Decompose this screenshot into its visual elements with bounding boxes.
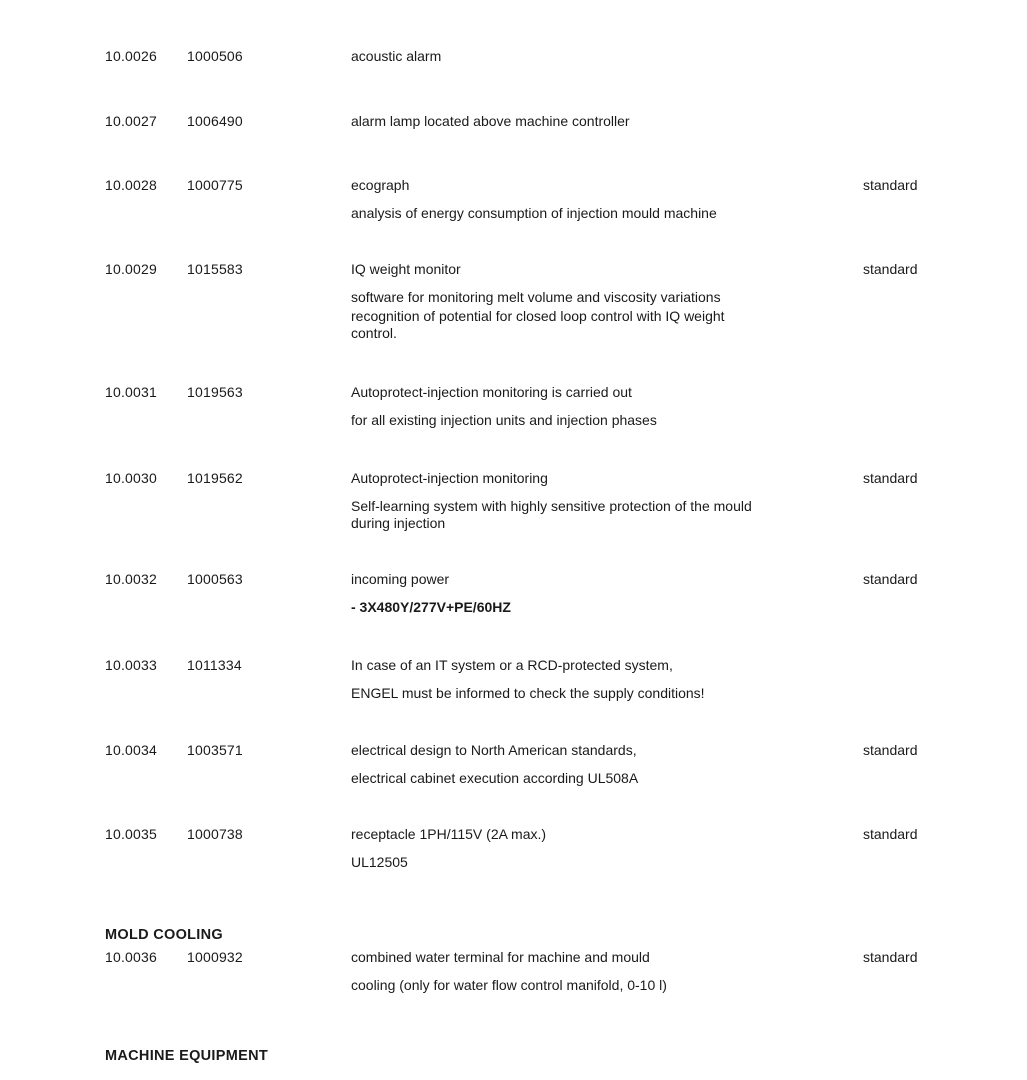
position-number: 10.0033 [105, 657, 158, 673]
description-title: acoustic alarm [351, 48, 442, 64]
description-title: Autoprotect-injection monitoring [351, 470, 548, 486]
description-detail: UL12505 [351, 854, 408, 870]
article-number: 1000738 [187, 826, 243, 842]
description-title: electrical design to North American standards, [351, 742, 637, 758]
item-description [351, 657, 771, 702]
position-number: 10.0030 [105, 470, 158, 486]
standard-label: standard [863, 571, 918, 587]
description-detail: for all existing injection units and injection phases [351, 412, 657, 428]
article-number: 1011334 [187, 657, 242, 673]
position-number: 10.0029 [105, 261, 158, 277]
position-number: 10.0034 [105, 742, 158, 758]
description-title: receptacle 1PH/115V (2A max.) [351, 826, 547, 842]
section-heading-machine-equipment: MACHINE EQUIPMENT [105, 1048, 268, 1064]
article-number: 1015583 [187, 261, 243, 277]
item-description [351, 571, 771, 616]
article-number: 1006490 [187, 113, 243, 129]
article-number: 1000563 [187, 571, 243, 587]
article-number: 1003571 [187, 742, 243, 758]
standard-label: standard [863, 742, 918, 758]
position-number: 10.0026 [105, 48, 158, 64]
description-title: Autoprotect-injection monitoring is carried out [351, 384, 632, 400]
item-description [351, 48, 771, 65]
item-description [351, 470, 771, 532]
description-detail: analysis of energy consumption of injection mould machine [351, 205, 717, 221]
position-number: 10.0031 [105, 384, 158, 400]
article-number: 1000775 [187, 177, 243, 193]
article-number: 1019562 [187, 470, 243, 486]
description-title: IQ weight monitor [351, 261, 461, 277]
standard-label: standard [863, 470, 918, 486]
description-title: alarm lamp located above machine controller [351, 113, 630, 129]
article-number: 1000506 [187, 48, 243, 64]
description-detail: electrical cabinet execution according UL508A [351, 770, 639, 786]
item-description [351, 177, 771, 222]
description-title: ecograph [351, 177, 410, 193]
description-title: combined water terminal for machine and mould [351, 949, 650, 965]
position-number: 10.0027 [105, 113, 158, 129]
item-description [351, 113, 771, 130]
standard-label: standard [863, 261, 918, 277]
description-detail: recognition of potential for closed loop control with IQ weight control. [351, 308, 725, 341]
article-number: 1019563 [187, 384, 243, 400]
item-description [351, 949, 771, 994]
item-description [351, 384, 771, 429]
position-number: 10.0032 [105, 571, 158, 587]
standard-label: standard [863, 177, 918, 193]
item-description [351, 742, 771, 787]
position-number: 10.0028 [105, 177, 158, 193]
description-detail: software for monitoring melt volume and viscosity variations [351, 289, 721, 305]
position-number: 10.0036 [105, 949, 158, 965]
description-detail: Self-learning system with highly sensitive protection of the mould during injection [351, 498, 752, 531]
item-description [351, 261, 771, 342]
article-number: 1000932 [187, 949, 243, 965]
description-title: incoming power [351, 571, 450, 587]
description-detail: cooling (only for water flow control manifold, 0-10 l) [351, 977, 667, 993]
standard-label: standard [863, 949, 918, 965]
standard-label: standard [863, 826, 918, 842]
position-number: 10.0035 [105, 826, 158, 842]
item-description [351, 826, 771, 871]
voltage-spec: - 3X480Y/277V+PE/60HZ [351, 599, 511, 615]
description-title: In case of an IT system or a RCD-protected system, [351, 657, 673, 673]
description-detail: ENGEL must be informed to check the supply conditions! [351, 685, 705, 701]
section-heading-mold-cooling: MOLD COOLING [105, 927, 223, 943]
